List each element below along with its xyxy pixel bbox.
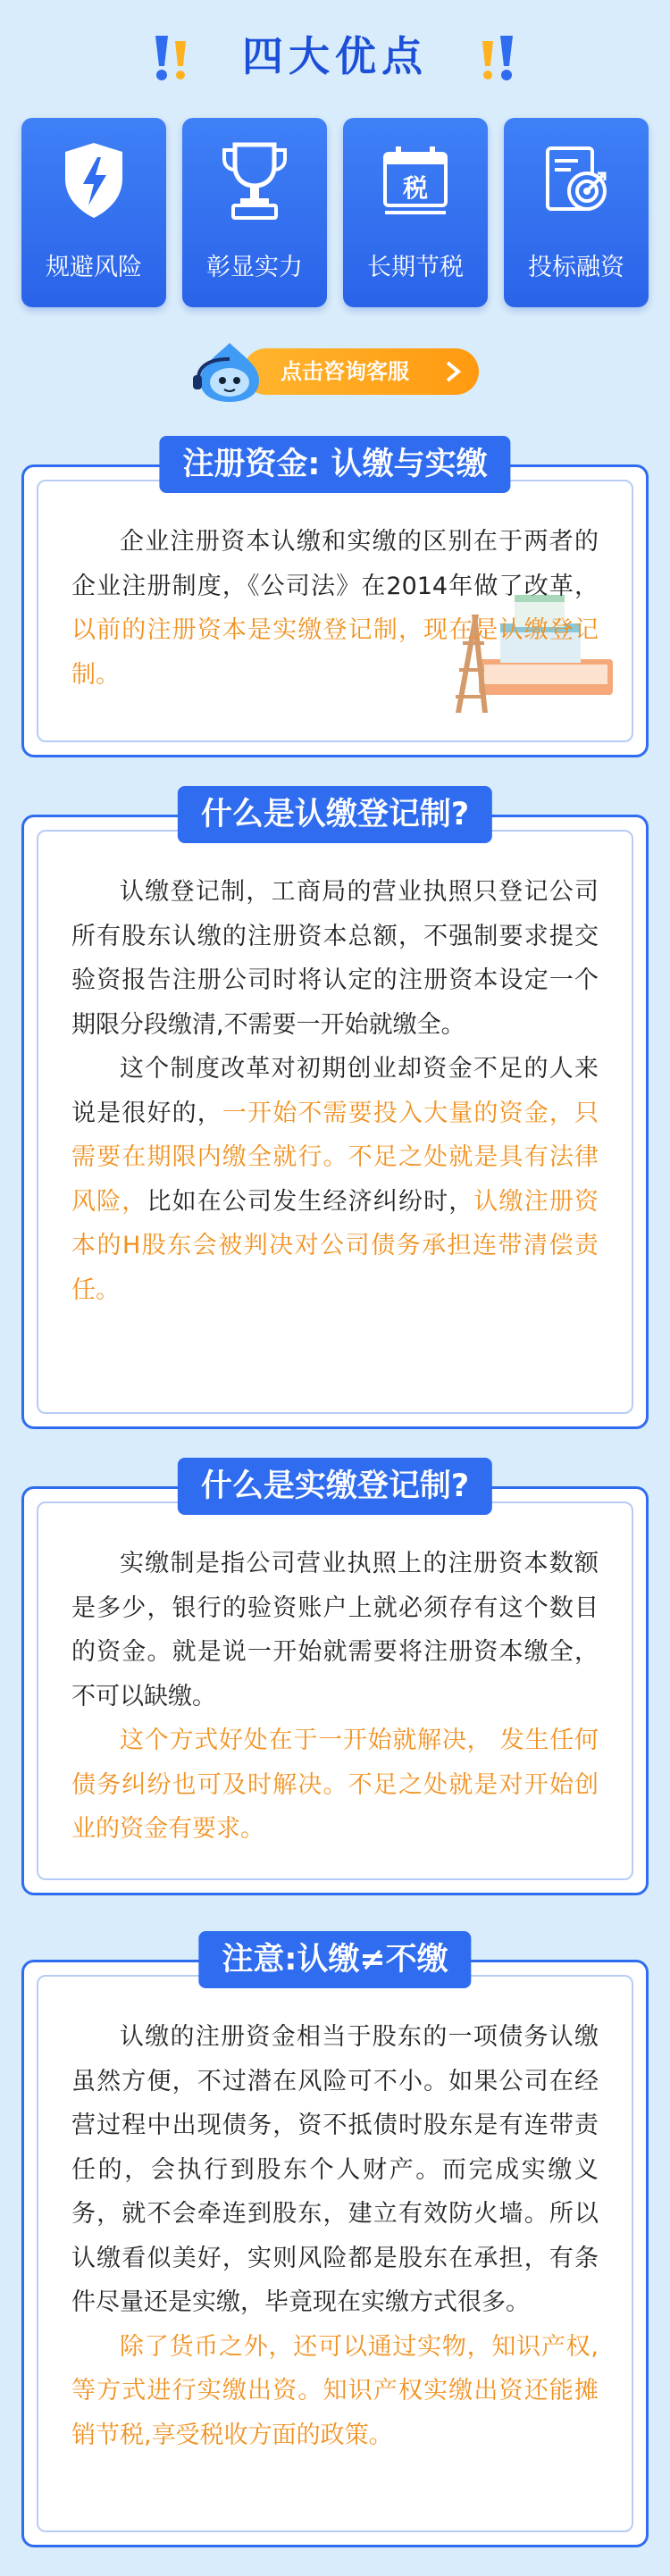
highlighted-text: 除了货币之外，还可以通过实物，知识产权,等方式进行实缴出资。知识产权实缴出资还能摊销节税,享受税收方面的政策。 (71, 2332, 599, 2449)
page-title: 四大优点 (242, 32, 428, 80)
paragraph (71, 870, 599, 1047)
text-segment: 认缴的注册资金相当于股东的一项债务认缴虽然方便，不过潜在风险可不小。如果公司在经营过程中出现债务，资不抵债时股东是有连带责任的，会执行到股东个人财产。而完成实缴义务，就不会牵连到股东，建立有效防火墙。所以认缴看似美好，实则风险都是股东在承担，有条件尽量还是实缴，毕竟现在实缴方式很多。 (71, 2023, 599, 2316)
target-document-icon (540, 139, 612, 222)
section-title (178, 786, 492, 843)
section-title-text: 什么是认缴登记制? (200, 797, 470, 832)
text-segment: 认缴登记制，工商局的营业执照只登记公司所有股东认缴的注册资本总额，不强制要求提交验资报告注册公司时将认定的注册资本设定一个期限分段缴清,不需要一开始就缴全。 (71, 878, 599, 1039)
paragraph (71, 520, 599, 697)
section-body (71, 2015, 599, 2457)
section-registered-capital (21, 436, 649, 757)
paragraph (71, 1719, 599, 1852)
section-notice (21, 1931, 649, 2547)
header (0, 25, 670, 88)
paragraph (71, 2325, 599, 2458)
tile-label: 长期节税 (367, 254, 464, 281)
tile-label: 彰显实力 (206, 254, 303, 281)
section-title-text: 注册资金: 认缴与实缴 (182, 447, 488, 482)
chevron-right-icon (445, 361, 461, 382)
tile-label: 投标融资 (528, 254, 624, 281)
feature-tiles (21, 118, 649, 307)
trophy-icon (219, 139, 290, 222)
section-paid-in-registration (21, 1458, 649, 1895)
text-segment: 实缴制是指公司营业执照上的注册资本数额是多少，银行的验资账户上就必须存有这个数目的资金。就是说一开始就需要将注册资本缴全，不可以缺缴。 (71, 1550, 599, 1710)
text-segment: 这个制度改革对初期创业却资金不足的人来说是很好的， (71, 1055, 599, 1127)
mascot-icon (191, 339, 268, 404)
consult-label[interactable]: 点击咨询客服 (281, 359, 409, 384)
highlighted-text: 这个方式好处在于一开始就解决， 发生任何债务纠纷也可及时解决。不足之处就是对开始创业的资金有要求。 (71, 1727, 599, 1843)
tile-risk-avoidance[interactable] (21, 118, 166, 307)
shield-lightning-icon (58, 139, 130, 222)
paragraph (71, 2015, 599, 2325)
highlighted-text: 一开始不需要投入大量的资金，只需要在期限内缴全就行。不足之处就是具有法律风险， (71, 1099, 599, 1216)
paragraph (71, 1542, 599, 1719)
section-body (71, 1542, 599, 1852)
tax-calendar-icon (380, 139, 451, 222)
highlighted-text: 认缴注册资本的H股东会被判决对公司债务承担连带清偿责任。 (71, 1187, 599, 1304)
svg-text:税: 税 (402, 173, 429, 203)
text-segment: 比如在公司发生经济纠纷时， (147, 1187, 474, 1216)
section-title (178, 1458, 492, 1515)
section-subscribed-registration (21, 786, 649, 1429)
section-title (159, 436, 510, 493)
tile-label: 规避风险 (46, 254, 142, 281)
section-body (71, 870, 599, 1312)
section-body (71, 520, 599, 697)
paragraph (71, 1047, 599, 1312)
text-segment: 企业注册资本认缴和实缴的区别在于两者的企业注册制度，《公司法》在2014年做了改革， (71, 528, 599, 600)
tile-long-term-tax[interactable] (343, 118, 488, 307)
consult-button[interactable] (191, 339, 486, 402)
exclamation-right-icon (475, 32, 520, 82)
section-title-text: 什么是实缴登记制? (200, 1468, 470, 1504)
tile-bidding-financing[interactable] (504, 118, 649, 307)
section-title (198, 1931, 471, 1988)
tile-show-strength[interactable] (182, 118, 327, 307)
section-title-text: 注意:认缴≠不缴 (222, 1942, 448, 1978)
highlighted-text: 以前的注册资本是实缴登记制，现在是认缴登记制。 (71, 616, 599, 689)
